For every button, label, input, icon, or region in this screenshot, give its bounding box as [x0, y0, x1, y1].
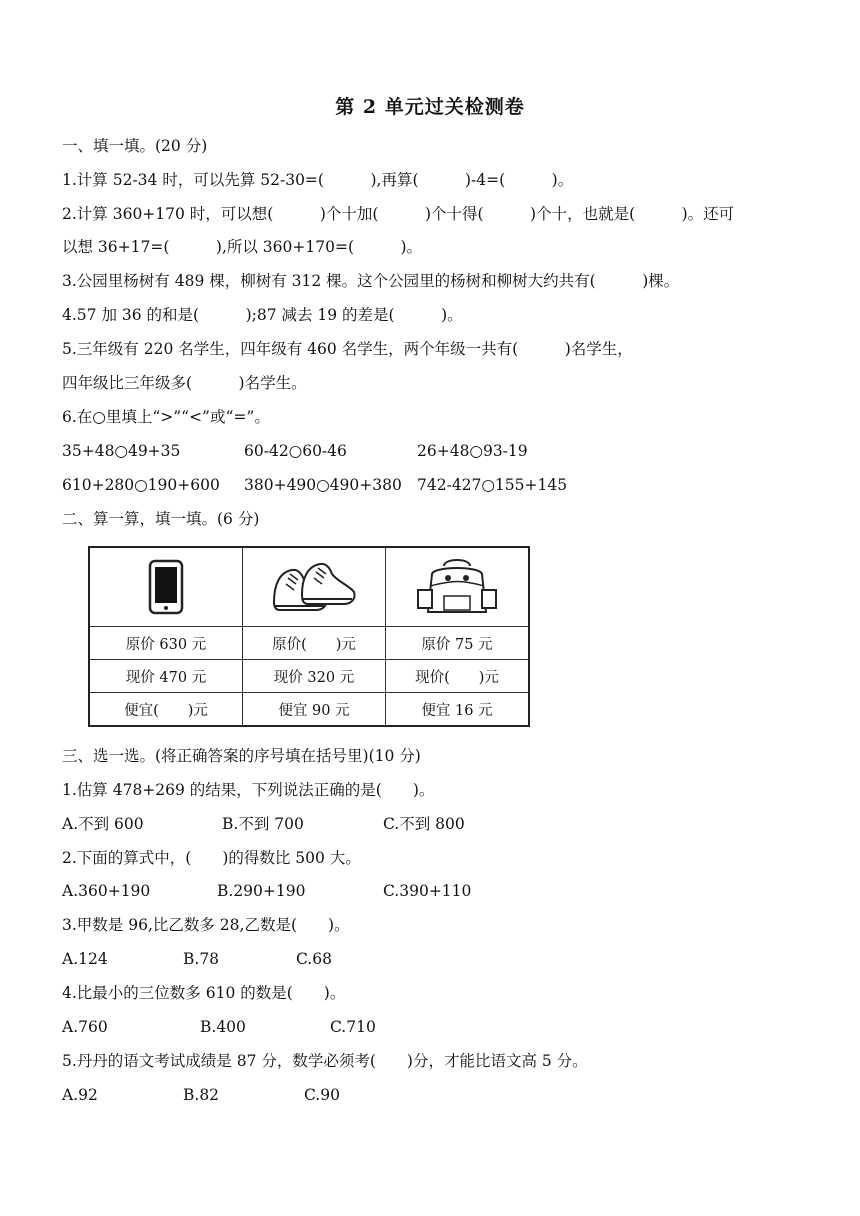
option-a: A.760	[62, 1018, 108, 1036]
question-3-4: 4.比最小的三位数多 610 的数是( )。	[62, 984, 346, 1002]
option-c: C.不到 800	[383, 815, 465, 833]
section1-heading: 一、填一填。(20 分)	[62, 137, 208, 155]
question-3-2: 2.下面的算式中，( )的得数比 500 大。	[62, 849, 361, 867]
question-1-5b: 四年级比三年级多( )名学生。	[62, 374, 307, 392]
phone-icon	[148, 559, 184, 615]
shoes-original-price: 原价( )元	[243, 627, 386, 660]
backpack-discount: 便宜 16 元	[386, 693, 530, 727]
option-c: C.68	[296, 950, 332, 968]
option-a: A.360+190	[62, 882, 151, 900]
phone-current-price: 现价 470 元	[89, 660, 243, 693]
question-3-5: 5.丹丹的语文考试成绩是 87 分，数学必须考( )分，才能比语文高 5 分。	[62, 1052, 588, 1070]
question-3-1: 1.估算 478+269 的结果，下列说法正确的是( )。	[62, 781, 435, 799]
question-1-2a: 2.计算 360+170 时，可以想( )个十加( )个十得( )个十，也就是( )。还可	[62, 205, 735, 223]
option-c: C.390+110	[383, 882, 472, 900]
compare-item: 26+48○93-19	[417, 442, 528, 460]
phone-discount: 便宜( )元	[89, 693, 243, 727]
backpack-icon	[414, 556, 500, 618]
compare-item: 742-427○155+145	[417, 476, 568, 494]
compare-item: 35+48○49+35	[62, 442, 181, 460]
backpack-cell	[386, 547, 530, 627]
section2-heading: 二、算一算，填一填。(6 分)	[62, 510, 260, 528]
question-1-1: 1.计算 52-34 时，可以先算 52-30=( ),再算( )-4=( )。	[62, 171, 574, 189]
phone-original-price: 原价 630 元	[89, 627, 243, 660]
option-b: B.不到 700	[222, 815, 304, 833]
shoes-current-price: 现价 320 元	[243, 660, 386, 693]
question-3-3: 3.甲数是 96,比乙数多 28,乙数是( )。	[62, 916, 350, 934]
option-a: A.124	[62, 950, 108, 968]
question-1-6: 6.在○里填上“>”“<”或“=”。	[62, 408, 270, 426]
page-title: 第 2 单元过关检测卷	[335, 96, 525, 118]
option-b: B.78	[183, 950, 220, 968]
question-1-3: 3.公园里杨树有 489 棵，柳树有 312 棵。这个公园里的杨树和柳树大约共有( )棵。	[62, 272, 680, 290]
question-1-5a: 5.三年级有 220 名学生，四年级有 460 名学生，两个年级一共有( )名学生，	[62, 340, 633, 358]
compare-item: 610+280○190+600	[62, 476, 220, 494]
shoes-icon	[266, 554, 362, 620]
option-b: B.290+190	[217, 882, 306, 900]
option-a: A.92	[62, 1086, 98, 1104]
option-c: C.710	[330, 1018, 376, 1036]
phone-cell	[89, 547, 243, 627]
backpack-current-price: 现价( )元	[386, 660, 530, 693]
option-b: B.82	[183, 1086, 220, 1104]
question-1-2b: 以想 36+17=( ),所以 360+170=( )。	[62, 238, 423, 256]
shoes-cell	[243, 547, 386, 627]
price-table	[88, 546, 530, 727]
backpack-original-price: 原价 75 元	[386, 627, 530, 660]
option-b: B.400	[200, 1018, 246, 1036]
option-a: A.不到 600	[62, 815, 144, 833]
shoes-discount: 便宜 90 元	[243, 693, 386, 727]
compare-item: 380+490○490+380	[244, 476, 402, 494]
compare-item: 60-42○60-46	[244, 442, 347, 460]
section3-heading: 三、选一选。(将正确答案的序号填在括号里)(10 分)	[62, 747, 421, 765]
question-1-4: 4.57 加 36 的和是( );87 减去 19 的差是( )。	[62, 306, 463, 324]
option-c: C.90	[304, 1086, 340, 1104]
